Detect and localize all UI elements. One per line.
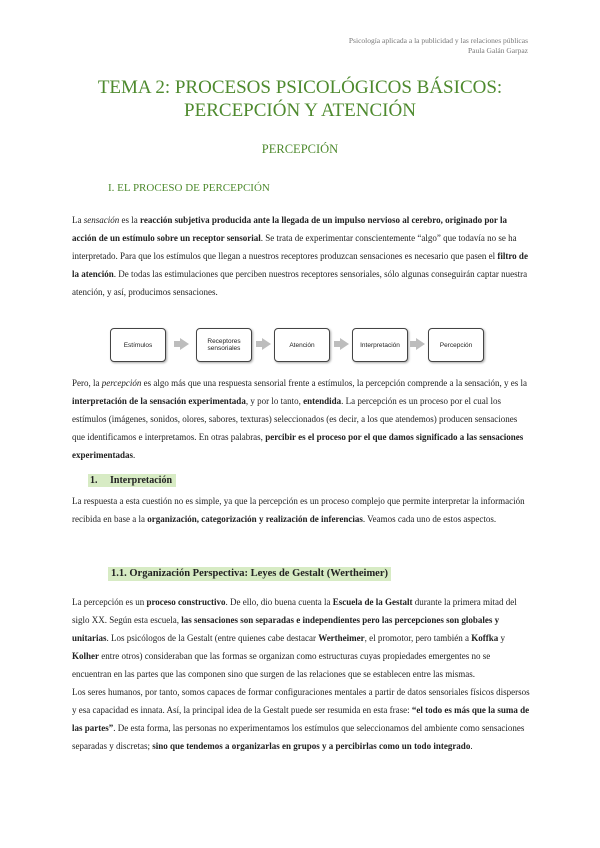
flow-box-interpretacion: Interpretación	[352, 328, 408, 362]
text-run: es algo más que una respuesta sensorial frente a estímulos, la percepción comprende a la sensación, y es la	[141, 378, 528, 388]
text-run: Los seres humanos, por tanto, somos capaces de formar configuraciones mentales a partir de datos sensoriales físicos dispersos y esa capacidad es innata. Así, la principal idea de la Gestalt puede ser resumida en esta frase:	[72, 687, 530, 715]
text-run-bold: Kolher	[72, 651, 99, 661]
text-run-italic: sensación	[83, 215, 120, 225]
text-run: La percepción es un	[72, 597, 147, 607]
text-run: . De ello, dio buena cuenta la	[225, 597, 333, 607]
text-run-bold: entendida	[303, 396, 342, 406]
heading-proceso-percepcion: I. EL PROCESO DE PERCEPCIÓN	[108, 182, 270, 194]
heading-number: 1.	[90, 475, 98, 486]
text-run: , y por lo tanto,	[245, 396, 304, 406]
text-run-bold: percibir es el proceso por el que damos significado a las sensaciones experimentadas	[72, 432, 524, 460]
text-run-bold: Escuela de la Gestalt	[332, 597, 413, 607]
arrow-right-icon	[340, 338, 349, 350]
text-run: , el promotor, pero también a	[364, 633, 472, 643]
text-run: . De todas las estimulaciones que perciben nuestros receptores sensoriales, sólo algunas conseguirán captar nuestra atención, y así, producimos sensaciones.	[72, 269, 528, 297]
flow-box-receptores: Receptores sensoriales	[196, 328, 252, 362]
text-run: . Los psicólogos de la Gestalt (entre quienes cabe destacar	[106, 633, 319, 643]
arrow-right-icon	[180, 338, 189, 350]
text-run: . Se trata de experimentar conscientemente “algo” que todavía no se ha interpretado. Para que los estímulos que llegan a nuestros receptores produzcan sensaciones es necesario que pasen el	[72, 233, 517, 261]
heading-gestalt: 1.1. Organización Perspectiva: Leyes de Gestalt (Wertheimer)	[108, 567, 391, 581]
text-run-italic: percepción	[101, 378, 142, 388]
arrow-right-icon	[262, 338, 271, 350]
document-title	[60, 76, 540, 122]
header-course: Psicología aplicada a la publicidad y las relaciones públicas	[348, 36, 528, 45]
text-run: y	[498, 633, 506, 643]
text-run: La respuesta a esta cuestión no es simple, ya que la percepción es un proceso complejo que permite interpretar la información recibida en base a la	[72, 496, 525, 524]
flow-box-percepcion: Percepción	[428, 328, 484, 362]
text-run-bold: Koffka	[471, 633, 499, 643]
heading-text: Interpretación	[110, 475, 173, 486]
process-flow-diagram	[110, 328, 490, 362]
heading-interpretacion	[88, 474, 176, 487]
text-run-bold: filtro de la atención	[72, 251, 528, 279]
text-run-bold: organización, categorización y realización de inferencias	[147, 514, 363, 524]
text-run-bold: “el todo es más que la suma de las partes”	[72, 705, 530, 733]
header-author: Paula Galán Garpaz	[468, 46, 528, 55]
flow-box-estimulos: Estímulos	[110, 328, 166, 362]
text-run-bold: interpretación de la sensación experimentada	[72, 396, 246, 406]
title-line-2: PERCEPCIÓN Y ATENCIÓN	[184, 100, 416, 121]
text-run-bold: sino que tendemos a organizarlas en grupos y a percibirlas como un todo integrado	[152, 741, 471, 751]
text-run: . La percepción es un proceso por el cual los estímulos (imágenes, sonidos, olores, sabores, texturas) seleccionados (es decir, a los que atendemos) producen sensaciones que identificamos e interpretamos. En otras palabras,	[72, 396, 518, 442]
paragraph-sensacion	[72, 211, 530, 301]
text-run: entre otros) consideraban que las formas se organizan como estructuras cuyas propiedades emergentes no se encuentran en las partes que las componen sino que surgen de las relaciones que se establecen entre las mismas.	[72, 651, 491, 679]
text-run: .	[470, 741, 473, 751]
text-run-bold: reacción subjetiva producida ante la llegada de un impulso nervioso al cerebro, originado por la acción de un estímulo sobre un receptor sensorial	[72, 215, 507, 243]
section-title: PERCEPCIÓN	[261, 142, 339, 156]
paragraph-percepcion	[72, 374, 530, 464]
text-run: durante la primera mitad del siglo XX. Según esta escuela,	[72, 597, 517, 625]
page-header	[349, 36, 528, 56]
flow-box-atencion: Atención	[274, 328, 330, 362]
text-run: .	[133, 450, 136, 460]
text-run: . De esta forma, las personas no experimentamos los estímulos que seleccionamos del ambiente como sensaciones separadas y discretas;	[72, 723, 525, 751]
title-line-1: TEMA 2: PROCESOS PSICOLÓGICOS BÁSICOS:	[97, 77, 503, 98]
text-run: . Veamos cada uno de estos aspectos.	[362, 514, 497, 524]
text-run-bold: proceso constructivo	[146, 597, 226, 607]
text-run-bold: Wertheimer	[318, 633, 365, 643]
text-run-bold: las sensaciones son separadas e independientes pero las percepciones son globales y unitarias	[72, 615, 500, 643]
arrow-right-icon	[416, 338, 425, 350]
paragraph-gestalt	[72, 593, 530, 755]
text-run: Pero, la	[72, 378, 102, 388]
text-run: La	[72, 215, 84, 225]
paragraph-interpretacion	[72, 492, 530, 528]
text-run: es la	[119, 215, 140, 225]
